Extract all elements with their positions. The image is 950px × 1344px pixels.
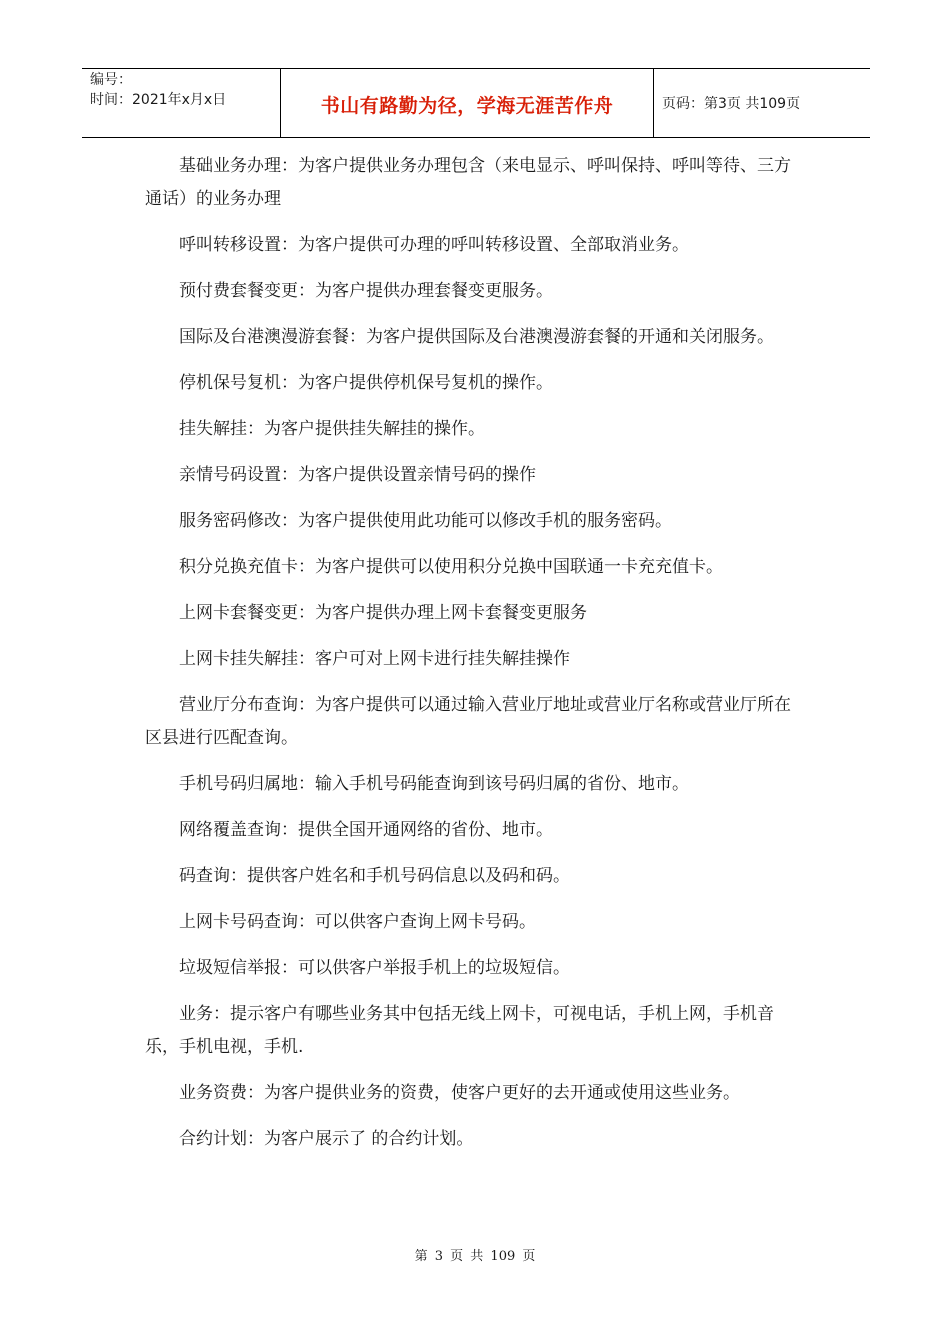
paragraph: 基础业务办理：为客户提供业务办理包含（来电显示、呼叫保持、呼叫等待、三方通话）的业务办理: [145, 156, 791, 209]
paragraph: 业务：提示客户有哪些业务其中包括无线上网卡，可视电话，手机上网，手机音乐，手机电视，手机.: [145, 1004, 774, 1057]
paragraph: 停机保号复机：为客户提供停机保号复机的操作。: [179, 373, 553, 393]
paragraph: 预付费套餐变更：为客户提供办理套餐变更服务。: [179, 281, 553, 301]
paragraph: 合约计划：为客户展示了 的合约计划。: [179, 1129, 474, 1149]
page-footer: 第 3 页 共 109 页: [414, 1249, 536, 1264]
paragraph: 网络覆盖查询：提供全国开通网络的省份、地市。: [179, 820, 553, 840]
paragraph: 挂失解挂：为客户提供挂失解挂的操作。: [179, 419, 485, 439]
document-body: [145, 150, 805, 1169]
header-page-cell: [654, 69, 870, 137]
header-motto-cell: [281, 69, 654, 137]
paragraph: 上网卡套餐变更：为客户提供办理上网卡套餐变更服务: [179, 603, 587, 623]
header-motto: 书山有路勤为径，学海无涯苦作舟: [320, 95, 614, 117]
serial-label: 编号：: [90, 72, 132, 88]
paragraph: 国际及台港澳漫游套餐：为客户提供国际及台港澳漫游套餐的开通和关闭服务。: [179, 327, 774, 347]
paragraph: 上网卡号码查询：可以供客户查询上网卡号码。: [179, 912, 536, 932]
paragraph: 上网卡挂失解挂：客户可对上网卡进行挂失解挂操作: [179, 649, 570, 669]
paragraph: 积分兑换充值卡：为客户提供可以使用积分兑换中国联通一卡充充值卡。: [179, 557, 723, 577]
paragraph: 呼叫转移设置：为客户提供可办理的呼叫转移设置、全部取消业务。: [179, 235, 689, 255]
paragraph: 营业厅分布查询：为客户提供可以通过输入营业厅地址或营业厅名称或营业厅所在区县进行匹配查询。: [145, 695, 791, 748]
header-page-code: 页码：第3页 共109页: [662, 96, 801, 112]
time-label: 时间：2021年x月x日: [90, 92, 227, 108]
paragraph: 码查询：提供客户姓名和手机号码信息以及码和码。: [179, 866, 570, 886]
header-info-cell: [82, 69, 281, 137]
page-header: [82, 68, 870, 138]
paragraph: 业务资费：为客户提供业务的资费，使客户更好的去开通或使用这些业务。: [179, 1083, 740, 1103]
paragraph: 垃圾短信举报：可以供客户举报手机上的垃圾短信。: [179, 958, 570, 978]
paragraph: 亲情号码设置：为客户提供设置亲情号码的操作: [179, 465, 536, 485]
paragraph: 手机号码归属地：输入手机号码能查询到该号码归属的省份、地市。: [179, 774, 689, 794]
paragraph: 服务密码修改：为客户提供使用此功能可以修改手机的服务密码。: [179, 511, 672, 531]
